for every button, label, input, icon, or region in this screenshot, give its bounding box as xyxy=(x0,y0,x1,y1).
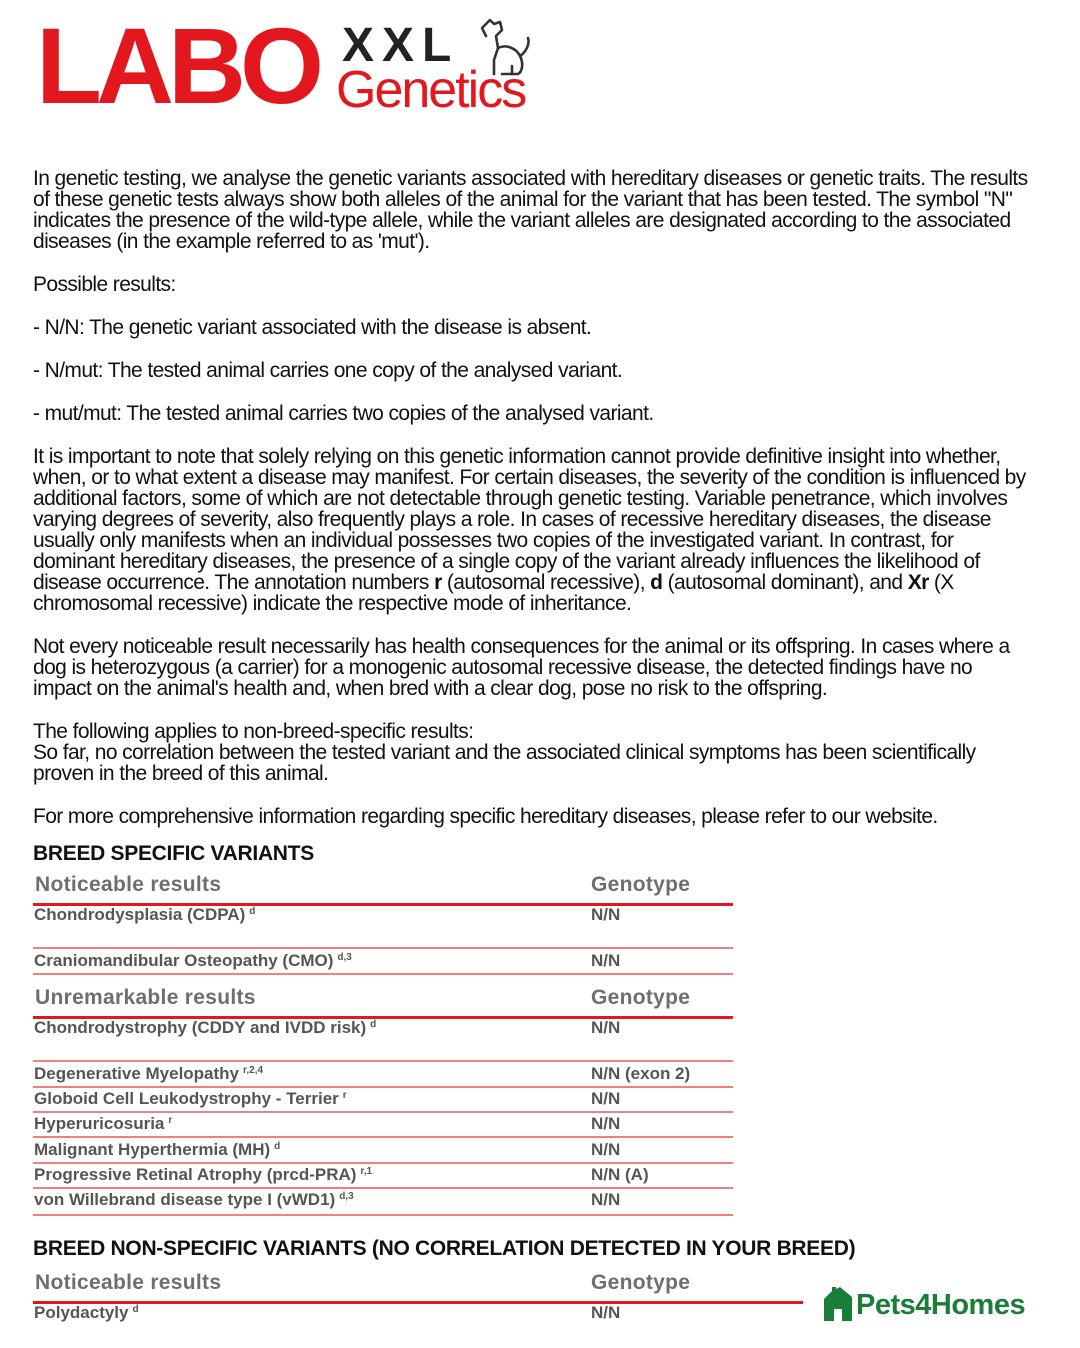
logo-labo: LABO xyxy=(36,5,318,126)
table-row: von Willebrand disease type I (vWD1) $^{d,3}$ N/N xyxy=(33,1190,733,1216)
table-row: Craniomandibular Osteopathy (CMO) $^{d,3}$ N/N xyxy=(33,951,733,975)
table-row: Progressive Retinal Atrophy (prcd-PRA) $^{r,1}$ N/N (A) xyxy=(33,1165,733,1189)
result-mutmut: - mut/mut: The tested animal carries two copies of the analysed variant. xyxy=(33,402,654,425)
website-paragraph: For more comprehensive information regarding specific hereditary diseases, please refer to our website. xyxy=(33,805,938,828)
unremarkable-header xyxy=(33,986,733,1019)
result-nmut: - N/mut: The tested animal carries one copy of the analysed variant. xyxy=(33,359,623,382)
logo-genetics: Genetics xyxy=(336,61,526,119)
unremarkable-label: Unremarkable results xyxy=(35,986,256,1009)
heterozygous-paragraph: Not every noticeable result necessarily has health consequences for the animal or its offspring. In cases where a dog is heterozygous (a carrier) for a monogenic autosomal recessive disease, the detected findings have no impact on the animal's health and, when bred with a clear dog, pose no risk to the offspring. xyxy=(33,635,1010,700)
non-breed-paragraph: The following applies to non-breed-specific results: So far, no correlation between the tested variant and the associated clinical symptoms has been scientifically proven in the breed of this animal. xyxy=(33,720,976,785)
table-row: Globoid Cell Leukodystrophy - Terrier $^r$ N/N xyxy=(33,1089,733,1113)
table-row: Malignant Hyperthermia (MH) $^d$ N/N xyxy=(33,1140,733,1164)
intro-text xyxy=(33,168,1033,849)
intro-paragraph: In genetic testing, we analyse the genetic variants associated with hereditary diseases or genetic traits. The results of these genetic tests always show both alleles of the animal for the variant that has been tested. The symbol "N" indicates the presence of the wild-type allele, while the variant alleles are designated according to the associated diseases (in the example referred to as 'mut'). xyxy=(33,167,1028,253)
table-row: Polydactyly $^d$ N/N xyxy=(34,1303,621,1322)
result-nn: - N/N: The genetic variant associated with the disease is absent. xyxy=(33,316,592,339)
dog-icon xyxy=(472,14,534,78)
possible-results-label: Possible results: xyxy=(33,273,176,296)
genotype-label: Genotype xyxy=(591,873,691,896)
table-row: Chondrodystrophy (CDDY and IVDD risk) $^d$ N/N xyxy=(33,1018,733,1062)
pets4homes-watermark xyxy=(822,1283,1052,1327)
noticeable-label: Noticeable results xyxy=(35,873,222,896)
table-row: Hyperuricosuria $^r$ N/N xyxy=(33,1114,733,1138)
noticeable-label: Noticeable results xyxy=(35,1271,222,1294)
genotype-label: Genotype xyxy=(591,986,691,1009)
non-specific-title: BREED NON-SPECIFIC VARIANTS (NO CORRELATION DETECTED IN YOUR BREED) xyxy=(33,1237,856,1260)
table-row: Chondrodysplasia (CDPA) $^d$ N/N xyxy=(33,905,733,949)
logo-xxl: XXL xyxy=(342,19,460,72)
labo-xxl-logo xyxy=(36,5,556,126)
breed-specific-title: BREED SPECIFIC VARIANTS xyxy=(33,842,314,865)
disclaimer-paragraph: It is important to note that solely relying on this genetic information cannot provide definitive insight into whether, when, or to what extent a disease may manifest. For certain diseases, the severity of the condition is influenced by additional factors, some of which are not detectable through genetic testing. Variable penetrance, which involves varying degrees of severity, also frequently plays a role. In cases of recessive hereditary diseases, the disease usually only manifests when an individual possesses two copies of the investigated variant. In contrast, for dominant hereditary diseases, the presence of a single copy of the variant already influences the likelihood of disease occurrence. The annotation numbers r (autosomal recessive), d (autosomal dominant), and Xr (X chromosomal recessive) indicate the respective mode of inheritance. xyxy=(33,445,1026,615)
pets4homes-text: Pets4Homes xyxy=(856,1289,1026,1321)
house-icon xyxy=(822,1285,854,1323)
genotype-label: Genotype xyxy=(591,1271,691,1294)
table-row: Degenerative Myelopathy $^{r,2,4}$ N/N (exon 2) xyxy=(33,1064,733,1088)
non-specific-noticeable-header xyxy=(33,1271,803,1304)
noticeable-header xyxy=(33,873,733,906)
